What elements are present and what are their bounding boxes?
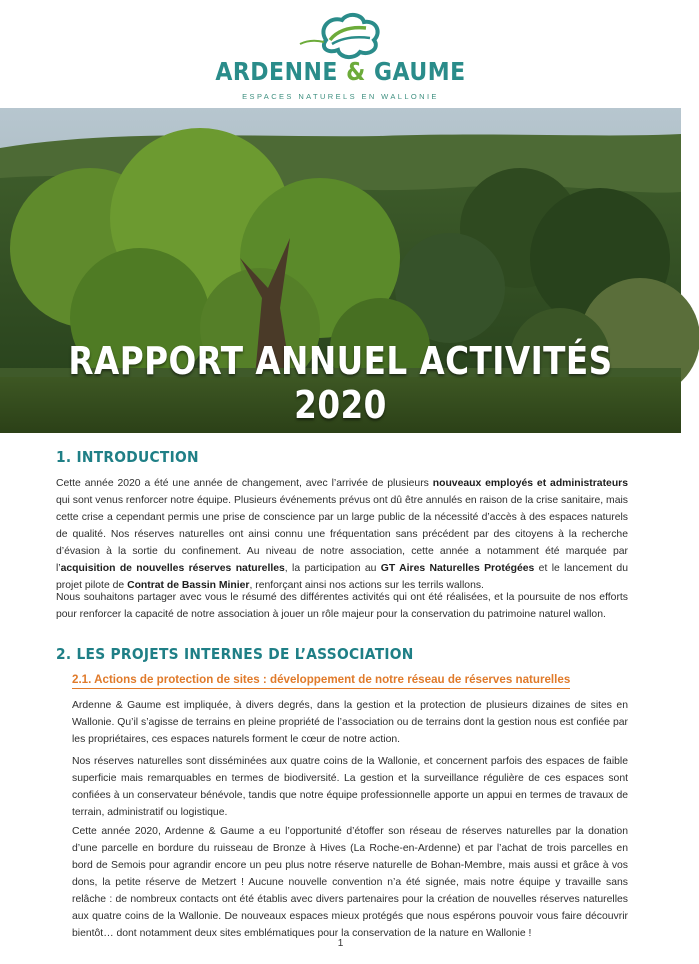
- page-header: [0, 0, 681, 108]
- photo-credit: © Peggy Schillemans: [690, 234, 699, 311]
- intro-paragraph-2: Nous souhaitons partager avec vous le résumé des différentes activités qui ont été réalisées, et la poursuite de nos efforts pour renforcer la capacité de notre association à jouer un rôle majeur pour la conservation du patrimoine naturel wallon.: [56, 592, 628, 620]
- page-number: 1: [337, 938, 344, 949]
- logo-wordmark: ARDENNE & GAUME: [215, 58, 466, 87]
- site-protection-paragraph-2: Nos réserves naturelles sont disséminées aux quatre coins de la Wallonie, et concernent parfois des espaces de faible superficie mais remarquables en termes de biodiversité. La gestion et la surveillance régulière de ces espaces sont confiées à un conservateur bénévole, tandis que notre équipe professionnelle apporte un appui en termes de travaux de terrain, administratif ou logistique.: [72, 756, 628, 818]
- report-title: RAPPORT ANNUEL ACTIVITÉS 2020: [68, 339, 613, 427]
- site-protection-paragraph-3: Cette année 2020, Ardenne & Gaume a eu l’opportunité d’étoffer son réseau de réserves naturelles par la donation d’une parcelle en bordure du ruisseau de Bronze à Hives (La Roche-en-Ardenne) et par l’achat de trois parcelles en bord de Semois pour agrandir encore un peu plus notre réserve naturelle de Bohan-Membre, mais aussi et grâce à vos dons, la petite réserve de Metzert ! Aucune nouvelle convention n’a été signée, mais notre équipe y travaille sans relâche : de nombreux contacts ont été établis avec divers partenaires pour la création de nouvelles réserves naturelles aux quatre coins de la Wallonie. De nouveaux espaces mieux protégés que nous espérons pouvoir vous faire découvrir bientôt… dont notamment deux sites emblématiques pour la conservation de la nature en Wallonie !: [72, 826, 628, 939]
- hero-image: [0, 108, 699, 433]
- intro-paragraph-1: Cette année 2020 a été une année de changement, avec l’arrivée de plusieurs nouveaux employés et administrateurs qui sont venus renforcer notre équipe. Plusieurs événements prévus ont dû être annulés en raison de la crise sanitaire, mais cette crise a cependant permis une prise de conscience par un large public de la nécessité d’accès à des espaces naturels de qualité. Nos réserves naturelles ont ainsi connu une fréquentation sans précédent par des citoyens à la recherche d’évasion à la sortie du confinement. Au niveau de notre association, cette année a notamment été marquée par l’acquisition de nouvelles réserves naturelles, la participation au GT Aires Naturelles Protégées et le lancement du projet pilote de Contrat de Bassin Minier, renforçant ainsi nos actions sur les terrils wallons.: [56, 478, 628, 591]
- oak-leaf-logo-icon: [296, 10, 388, 60]
- subsection-heading-site-protection: 2.1. Actions de protection de sites : développement de notre réseau de réserves naturelles: [72, 673, 570, 689]
- section-heading-introduction: 1. INTRODUCTION: [56, 448, 199, 466]
- site-protection-paragraph-1: Ardenne & Gaume est impliquée, à divers degrés, dans la gestion et la protection de plusieurs dizaines de sites en Wallonie. Qu’il s’agisse de terrains en pleine propriété de l’association ou de terrains dont la gestion nous est confiée par les propriétaires, ces espaces naturels forment le cœur de notre action.: [72, 700, 628, 745]
- logo-tagline: ESPACES NATURELS EN WALLONIE: [242, 92, 439, 101]
- section-heading-internal-projects: 2. LES PROJETS INTERNES DE L’ASSOCIATION: [56, 645, 414, 663]
